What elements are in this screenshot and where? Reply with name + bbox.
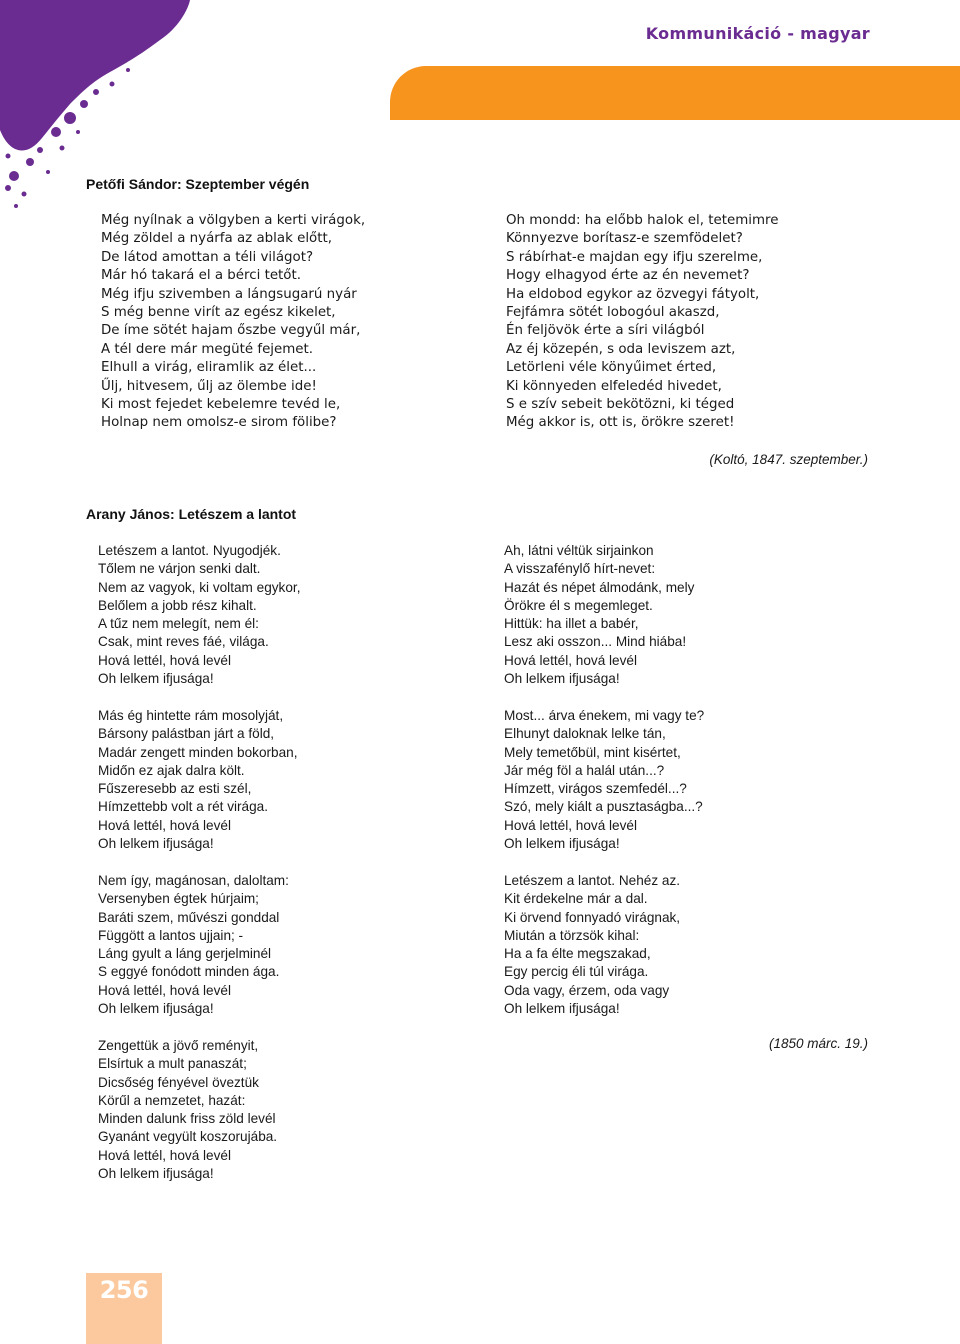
poem-line: Szó, mely kiált a pusztaságba...? (504, 799, 703, 815)
poem-line: Hová lettél, hová levél (98, 982, 231, 998)
poem-line: Fűszeresebb az esti szél, (98, 781, 252, 797)
poem-line: Elhunyt daloknak lelke tán, (504, 726, 666, 742)
poem-line: S rábírhat-e majdan egy ifju szerelme, (506, 249, 763, 265)
poem-line: Ki könnyeden elfeledéd hivedet, (506, 378, 722, 394)
poem-line: Oh lelkem ifjusága! (504, 671, 620, 687)
poem-line: Tőlem ne várjon senki dalt. (98, 561, 261, 577)
poem-line: Midőn ez ajak dalra költ. (98, 762, 245, 778)
poem-line: Még akkor is, ott is, örökre szeret! (506, 415, 735, 431)
poem1-right-stanza (506, 212, 778, 433)
poem-line: Mely temetőbül, mint kisértet, (504, 744, 681, 760)
poem2-dateline: (1850 márc. 19.) (768, 1036, 868, 1051)
poem1-left-stanza (101, 212, 365, 433)
poem-line: Baráti szem, művészi gonddal (98, 909, 280, 925)
poem-line: Oda vagy, érzem, oda vagy (504, 982, 670, 998)
poem-line: Nem így, magánosan, daloltam: (98, 873, 289, 888)
poem-line: Csak, mint reves fáé, világa. (98, 634, 269, 650)
poem-line: Bársony palástban járt a föld, (98, 726, 275, 742)
poem-line: Madár zengett minden bokorban, (98, 744, 298, 760)
poem-line: Most... árva énekem, mi vagy te? (504, 708, 705, 723)
poem-line: Elsírtuk a mult panaszát; (98, 1056, 247, 1072)
poem-line: A visszafénylő hírt-nevet: (504, 561, 656, 577)
page-number: 256 (99, 1276, 149, 1304)
poem-line: Nem az vagyok, ki voltam egykor, (98, 579, 301, 595)
poem1-dateline: (Koltó, 1847. szeptember.) (709, 452, 868, 467)
poem-line: Kit érdekelne már a dal. (504, 891, 648, 907)
poem-line: Hová lettél, hová levél (98, 817, 231, 833)
poem-line: Egy percig éli túl virága. (504, 964, 649, 980)
poem-line: Hittük: ha illet a babér, (504, 616, 639, 632)
poem2-stanza-6 (504, 707, 704, 853)
poem-title-arany: Arany János: Letészem a lantot (86, 506, 297, 522)
poem-line: Dicsőség fényével öveztük (98, 1074, 259, 1090)
poem-line: Letészem a lantot. Nehéz az. (504, 873, 681, 888)
poem-line: De íme sötét hajam őszbe vegyűl már, (101, 323, 361, 339)
poem-line: Örökre él s megemleget. (504, 597, 653, 613)
poem-line: Oh lelkem ifjusága! (504, 836, 620, 852)
poem2-stanza-2 (98, 707, 298, 853)
poem-line: Hímzett, virágos szemfedél...? (504, 781, 687, 797)
poem-line: S eggyé fonódott minden ága. (98, 964, 280, 980)
poem-line: Gyanánt vegyült koszorujába. (98, 1129, 278, 1145)
poem-line: Letészem a lantot. Nyugodjék. (98, 543, 281, 558)
header-orange-band (390, 66, 960, 120)
poem-line: Ha eldobod egykor az özvegyi fátyolt, (506, 286, 760, 302)
poem-line: Még zöldel a nyárfa az ablak előtt, (101, 231, 333, 247)
poem-line: Ki örvend fonnyadó virágnak, (504, 909, 681, 925)
poem-line: Hová lettél, hová levél (98, 652, 231, 668)
poem2-stanza-1 (98, 542, 300, 688)
poem-line: Oh mondd: ha előbb halok el, tetemimre (506, 213, 779, 228)
poem-line: Oh lelkem ifjusága! (98, 836, 214, 852)
poem-line: Minden dalunk friss zöld levél (98, 1111, 276, 1127)
poem2-stanza-3 (98, 872, 289, 1018)
poem-line: Elhull a virág, eliramlik az élet... (101, 360, 317, 376)
poem-line: Más ég hintette rám mosolyját, (98, 708, 284, 723)
poem-line: Már hó takará el a bérci tetőt. (101, 268, 302, 284)
poem-line: Miután a törzsök kihal: (504, 927, 640, 943)
poem-line: S még benne virít az egész kikelet, (101, 304, 336, 320)
poem-line: Holnap nem omolsz-e sirom fölibe? (101, 415, 337, 431)
poem-line: S e szív sebeit bekötözni, ki téged (506, 396, 735, 412)
poem-line: Letörleni véle könyűimet érted, (506, 360, 717, 376)
poem-line: Űlj, hitvesem, űlj az ölembe ide! (101, 378, 317, 394)
poem2-stanza-5 (504, 542, 694, 688)
poem-line: Hogy elhagyod érte az én nevemet? (506, 268, 750, 284)
poem-line: Zengettük a jövő reményit, (98, 1038, 259, 1053)
poem-line: Hová lettél, hová levél (504, 652, 637, 668)
poem-line: Hová lettél, hová levél (504, 817, 637, 833)
poem-line: Ha a fa élte megszakad, (504, 946, 651, 962)
poem-line: Hímzettebb volt a rét virága. (98, 799, 268, 815)
poem-line: Még ifju szivemben a lángsugarú nyár (101, 286, 357, 302)
poem-line: Jár még föl a halál után...? (504, 762, 665, 778)
poem-line: Belőlem a jobb rész kihalt. (98, 597, 257, 613)
poem-line: Én feljövök érte a síri világból (506, 323, 705, 339)
poem-line: Hazát és népet álmodánk, mely (504, 579, 695, 595)
poem-line: Ah, látni véltük sirjainkon (504, 543, 654, 558)
poem-line: Oh lelkem ifjusága! (98, 671, 214, 687)
poem-line: Oh lelkem ifjusága! (504, 1001, 620, 1017)
poem-line: Versenyben égtek húrjaim; (98, 891, 259, 907)
poem-line: Könnyezve borítasz-e szemfödelet? (506, 231, 743, 247)
poem2-stanza-7 (504, 872, 680, 1018)
poem-title-petofi: Petőfi Sándor: Szeptember végén (86, 176, 310, 192)
poem-line: Fejfámra sötét lobogóul akaszd, (506, 304, 720, 320)
poem-line: Körűl a nemzetet, hazát: (98, 1092, 246, 1108)
poem-line: Még nyílnak a völgyben a kerti virágok, (101, 213, 366, 228)
poem-line: De látod amottan a téli világot? (101, 249, 314, 265)
poem-line: Hová lettél, hová levél (98, 1147, 231, 1163)
section-title: Kommunikáció - magyar (645, 24, 870, 43)
poem2-stanza-4 (98, 1037, 277, 1183)
poem-line: Függött a lantos ujjain; - (98, 927, 244, 943)
poem-line: Oh lelkem ifjusága! (98, 1166, 214, 1182)
poem-line: Oh lelkem ifjusága! (98, 1001, 214, 1017)
poem-line: A tél dere már megüté fejemet. (101, 341, 314, 357)
poem-line: Az éj közepén, s oda leviszem azt, (506, 341, 736, 357)
poem-line: A tűz nem melegít, nem él: (98, 616, 259, 632)
poem-line: Ki most fejedet kebelemre tevéd le, (101, 396, 341, 412)
poem-line: Lesz aki osszon... Mind hiába! (504, 634, 687, 650)
poem-line: Láng gyult a láng gerjelminél (98, 946, 272, 962)
